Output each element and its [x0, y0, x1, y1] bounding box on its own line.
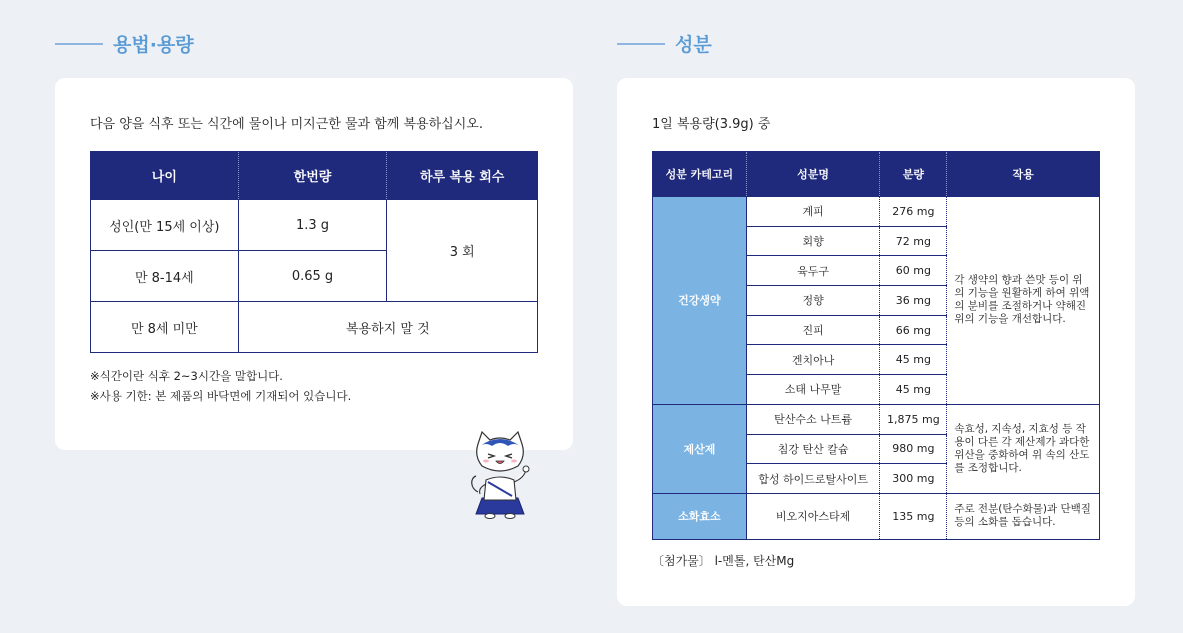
ingredient-name: 침강 탄산 칼슘	[746, 434, 880, 464]
ingredients-intro: 1일 복용량(3.9g) 중	[652, 117, 771, 132]
usage-intro: 다음 양을 식후 또는 식간에 물이나 미지근한 물과 함께 복용하십시오.	[90, 117, 483, 132]
times-cell: 3 회	[387, 200, 538, 302]
ingredient-name: 비오지아스타제	[746, 493, 880, 539]
age-cell: 만 8-14세	[91, 251, 239, 302]
dosage-table	[90, 151, 538, 353]
ingredient-name: 소태 나무말	[746, 375, 880, 405]
effect-cell: 주로 전분(탄수화물)과 단백질 등의 소화를 돕습니다.	[947, 493, 1100, 539]
ingredient-name: 탄산수소 나트륨	[746, 404, 880, 434]
header-times: 하루 복용 회수	[387, 152, 538, 200]
ingredient-amount: 60 mg	[880, 256, 947, 286]
age-cell: 성인(만 15세 이상)	[91, 200, 239, 251]
title-decor-line	[55, 43, 103, 45]
ingredient-name: 진피	[746, 315, 880, 345]
ingredient-amount: 1,875 mg	[880, 404, 947, 434]
table-row	[653, 197, 1100, 227]
ingredient-amount: 36 mg	[880, 286, 947, 316]
ingredient-name: 육두구	[746, 256, 880, 286]
table-row	[91, 302, 538, 353]
effect-cell: 속효성, 지속성, 지효성 등 작용이 다른 각 제산제가 과다한 위산을 중화하여 위 속의 산도를 조정합니다.	[947, 404, 1100, 493]
table-header-row	[653, 152, 1100, 197]
usage-card	[55, 78, 573, 450]
category-cell: 제산제	[653, 404, 747, 493]
category-cell: 건강생약	[653, 197, 747, 405]
header-dose: 한번량	[238, 152, 387, 200]
header-effect: 작용	[947, 152, 1100, 197]
header-amount: 분량	[880, 152, 947, 197]
ingredient-amount: 135 mg	[880, 493, 947, 539]
note-line: ※사용 기한: 본 제품의 바닥면에 기재되어 있습니다.	[90, 389, 352, 403]
usage-title: 용법·용량	[113, 34, 194, 56]
ingredient-amount: 45 mg	[880, 345, 947, 375]
ingredient-amount: 66 mg	[880, 315, 947, 345]
ingredient-amount: 276 mg	[880, 197, 947, 227]
ingredient-amount: 45 mg	[880, 375, 947, 405]
ingredient-amount: 72 mg	[880, 226, 947, 256]
title-decor-line	[617, 43, 665, 45]
ingredients-section-title	[617, 30, 712, 57]
ingredients-table	[652, 151, 1100, 540]
additive-note: 〔첨가물〕 l-멘톨, 탄산Mg	[652, 554, 795, 568]
effect-cell: 각 생약의 향과 쓴맛 등이 위의 기능을 원활하게 하여 위액의 분비를 조절하거나 약해진 위의 기능을 개선합니다.	[947, 197, 1100, 405]
table-header-row	[91, 152, 538, 200]
header-age: 나이	[91, 152, 239, 200]
dose-cell: 1.3 g	[238, 200, 387, 251]
table-row	[653, 404, 1100, 434]
usage-notes	[90, 366, 351, 406]
ingredient-name: 정향	[746, 286, 880, 316]
category-cell: 소화효소	[653, 493, 747, 539]
not-allowed-cell: 복용하지 말 것	[238, 302, 537, 353]
cat-mascot-icon	[468, 430, 532, 520]
ingredient-name: 회향	[746, 226, 880, 256]
header-name: 성분명	[746, 152, 880, 197]
note-line: ※식간이란 식후 2~3시간을 말합니다.	[90, 369, 283, 383]
ingredient-name: 계피	[746, 197, 880, 227]
table-row	[653, 493, 1100, 539]
dose-cell: 0.65 g	[238, 251, 387, 302]
ingredients-card	[617, 78, 1135, 606]
ingredient-name: 합성 하이드로탈사이트	[746, 464, 880, 494]
age-cell: 만 8세 미만	[91, 302, 239, 353]
table-row	[91, 200, 538, 251]
usage-section-title	[55, 30, 194, 57]
ingredient-amount: 980 mg	[880, 434, 947, 464]
ingredient-amount: 300 mg	[880, 464, 947, 494]
header-category: 성분 카테고리	[653, 152, 747, 197]
ingredient-name: 겐치아나	[746, 345, 880, 375]
ingredients-title: 성분	[675, 34, 712, 56]
